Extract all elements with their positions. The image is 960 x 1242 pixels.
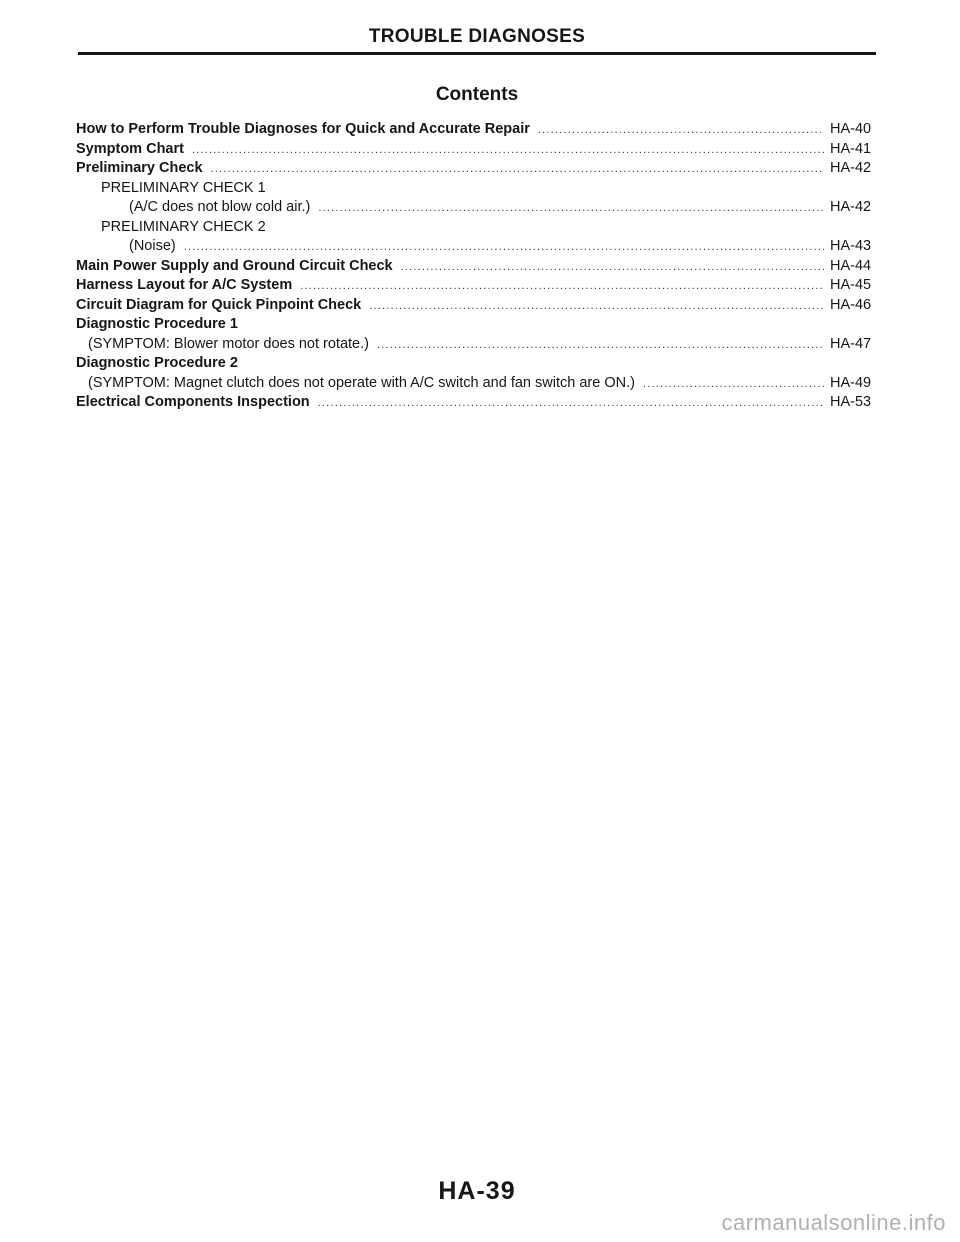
toc-entry-label: (SYMPTOM: Blower motor does not rotate.)	[88, 335, 369, 352]
dot-leader	[192, 144, 824, 156]
page-number: HA-39	[438, 1177, 516, 1205]
header-rule	[78, 52, 876, 55]
toc-entry-page: HA-49	[830, 374, 872, 391]
toc-entry-page: HA-44	[830, 257, 872, 274]
toc-entry-symptom-chart[interactable]	[76, 141, 876, 161]
toc-entry-label: Harness Layout for A/C System	[76, 277, 293, 293]
toc-entry-label: Diagnostic Procedure 1	[76, 316, 238, 332]
toc-entry-label: (Noise)	[129, 238, 176, 254]
toc-entry-page: HA-42	[830, 199, 872, 215]
toc-entry-page: HA-42	[830, 160, 872, 176]
toc-entry-label: PRELIMINARY CHECK 1	[101, 179, 266, 196]
dot-leader	[538, 124, 824, 136]
toc-entry-label: Preliminary Check	[76, 160, 203, 176]
toc-entry-how-to-perform[interactable]	[76, 121, 876, 141]
toc-subheading-diagnostic-procedure-2	[76, 355, 876, 375]
toc-entry-page: HA-47	[830, 335, 872, 352]
dot-leader	[318, 397, 824, 409]
dot-leader	[401, 261, 824, 273]
table-of-contents	[76, 121, 876, 414]
toc-entry-blower-motor[interactable]	[76, 336, 876, 356]
toc-entry-label: Main Power Supply and Ground Circuit Check	[76, 257, 393, 274]
toc-entry-page: HA-45	[830, 277, 872, 293]
toc-entry-ac-no-cold-air[interactable]	[76, 199, 876, 219]
toc-entry-label: Electrical Components Inspection	[76, 394, 310, 410]
toc-subheading-preliminary-check-1	[76, 180, 876, 200]
toc-entry-page: HA-43	[830, 238, 872, 254]
toc-entry-page: HA-46	[830, 296, 872, 313]
watermark: carmanualsonline.info	[721, 1210, 946, 1235]
toc-entry-noise[interactable]	[76, 238, 876, 258]
dot-leader	[377, 339, 824, 351]
toc-entry-page: HA-53	[830, 394, 872, 410]
toc-entry-label: How to Perform Trouble Diagnoses for Quick and Accurate Repair	[76, 121, 530, 137]
toc-entry-label: Diagnostic Procedure 2	[76, 355, 238, 371]
toc-entry-magnet-clutch[interactable]	[76, 375, 876, 395]
toc-entry-label: PRELIMINARY CHECK 2	[101, 218, 266, 235]
dot-leader	[184, 241, 824, 253]
page-header-title: TROUBLE DIAGNOSES	[368, 26, 586, 47]
toc-entry-main-power-supply[interactable]	[76, 258, 876, 278]
toc-entry-circuit-diagram[interactable]	[76, 297, 876, 317]
dot-leader	[211, 163, 824, 175]
dot-leader	[369, 300, 824, 312]
dot-leader	[643, 378, 824, 390]
dot-leader	[300, 280, 824, 292]
contents-title: Contents	[435, 84, 519, 105]
toc-entry-label: Circuit Diagram for Quick Pinpoint Check	[76, 296, 362, 313]
dot-leader	[318, 202, 824, 214]
toc-entry-harness-layout[interactable]	[76, 277, 876, 297]
toc-entry-electrical-components[interactable]	[76, 394, 876, 414]
toc-entry-page: HA-41	[830, 140, 872, 157]
toc-entry-label: Symptom Chart	[76, 140, 184, 157]
toc-subheading-diagnostic-procedure-1	[76, 316, 876, 336]
toc-entry-label: (SYMPTOM: Magnet clutch does not operate with A/C switch and fan switch are ON.)	[88, 374, 635, 391]
toc-subheading-preliminary-check-2	[76, 219, 876, 239]
toc-entry-page: HA-40	[830, 121, 872, 137]
toc-entry-label: (A/C does not blow cold air.)	[129, 199, 311, 215]
toc-entry-preliminary-check[interactable]	[76, 160, 876, 180]
